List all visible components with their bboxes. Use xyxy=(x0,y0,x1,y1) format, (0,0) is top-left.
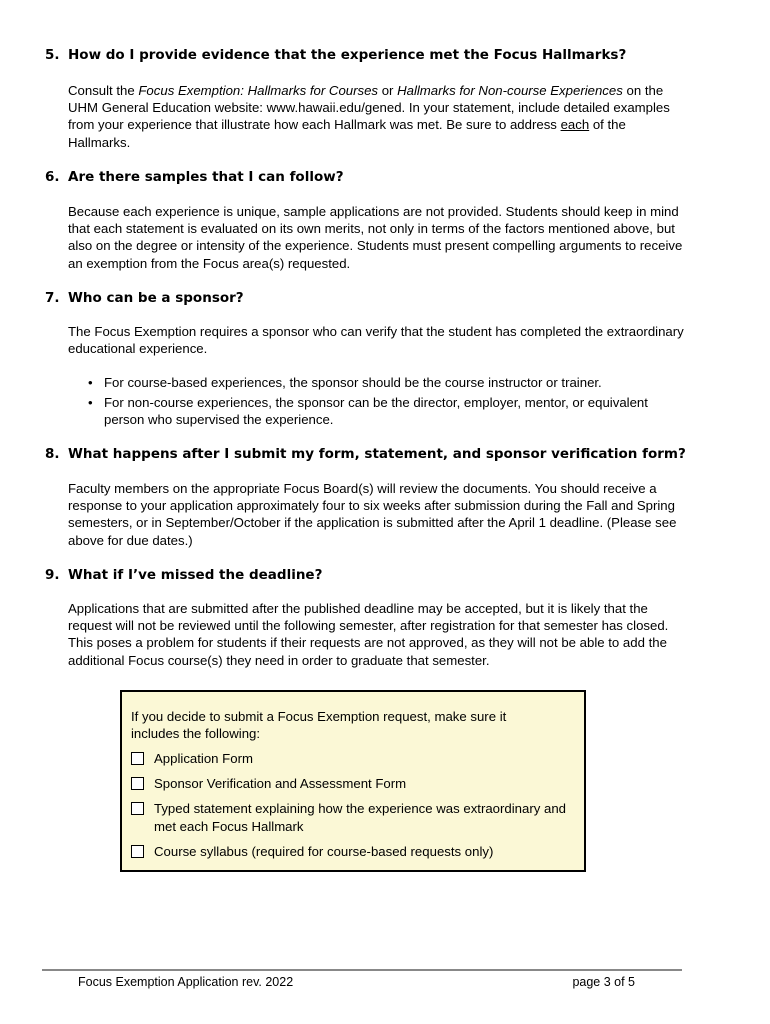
answer-text: Consult the xyxy=(68,83,139,98)
question-6-heading xyxy=(45,169,695,186)
answer-5 xyxy=(68,82,688,151)
answer-text: or xyxy=(378,83,398,98)
checklist-item-label: Application Form xyxy=(154,751,253,766)
question-number: 5. xyxy=(45,47,60,63)
list-item: • For course-based experiences, the sponsor should be the course instructor or trainer. xyxy=(68,374,688,391)
answer-text: on the UHM General Education website: www.hawaii.edu/gened. In your statement, include detailed examples from your experience that illustrate how each Hallmark was met. Be sure to address xyxy=(68,83,670,133)
checklist-item xyxy=(131,775,581,792)
answer-7: The Focus Exemption requires a sponsor who can verify that the student has completed the extraordinary educational experience. xyxy=(68,324,684,357)
checklist-item-label: Sponsor Verification and Assessment Form xyxy=(154,776,407,792)
footer-document-title: Focus Exemption Application rev. 2022 xyxy=(78,975,294,989)
question-9-heading xyxy=(45,567,695,584)
answer-6: Because each experience is unique, sample applications are not provided. Students should keep in mind that each statement is evaluated on its own merits, not only in terms of the factors mentioned above, but also on the degree or intensity of the experience. Students must present compelling arguments to receive an exemption from the Focus area(s) requested. xyxy=(68,204,683,271)
hallmarks-noncourse-title: Hallmarks for Non-course Experiences xyxy=(397,83,623,98)
checkbox[interactable] xyxy=(131,777,144,790)
emphasis-each: each xyxy=(560,117,590,133)
checkbox[interactable] xyxy=(131,752,144,765)
question-number: 7. xyxy=(45,290,60,306)
checklist-item-label: Typed statement explaining how the experience was extraordinary and met each Focus Hallmark xyxy=(154,801,566,834)
question-text: What happens after I submit my form, statement, and sponsor verification form? xyxy=(68,446,686,462)
checklist-intro: If you decide to submit a Focus Exemption request, make sure it includes the following: xyxy=(131,709,507,742)
question-text: Are there samples that I can follow? xyxy=(68,169,344,185)
checklist-item-label: Course syllabus (required for course-based requests only) xyxy=(154,843,494,859)
question-text: How do I provide evidence that the experience met the Focus Hallmarks? xyxy=(68,47,627,63)
list-item: • For non-course experiences, the sponsor can be the director, employer, mentor, or equivalent person who supervised the experience. xyxy=(68,394,688,428)
question-5-heading xyxy=(45,47,695,64)
hallmarks-courses-title: Focus Exemption: Hallmarks for Courses xyxy=(138,83,379,98)
question-number: 8. xyxy=(45,446,60,462)
checklist-item xyxy=(131,843,581,860)
question-number: 6. xyxy=(45,169,60,185)
footer-divider xyxy=(42,969,682,971)
question-text: Who can be a sponsor? xyxy=(68,290,244,306)
checkbox[interactable] xyxy=(131,802,144,815)
question-number: 9. xyxy=(45,567,60,583)
answer-8: Faculty members on the appropriate Focus Board(s) will review the documents. You should receive a response to your application approximately four to six weeks after submission during the Fall and Spring semesters, or in September/October if the application is submitted after the April 1 deadline. (Please see above for due dates.) xyxy=(68,481,677,548)
footer-page-number: page 3 of 5 xyxy=(572,975,635,989)
checkbox[interactable] xyxy=(131,845,144,858)
checklist-box xyxy=(120,690,586,872)
question-8-heading xyxy=(45,446,695,463)
question-text: What if I’ve missed the deadline? xyxy=(68,567,323,583)
checklist-item xyxy=(131,800,581,834)
checklist-items xyxy=(131,750,581,868)
sponsor-bullet-list xyxy=(68,374,688,432)
answer-text: of the Hallmarks. xyxy=(68,117,626,150)
checklist-item xyxy=(131,750,581,767)
answer-9: Applications that are submitted after the published deadline may be accepted, but it is likely that the request will not be reviewed until the following semester, after registration for that semester has closed. This poses a problem for students if their requests are not approved, as they will not be able to add the additional Focus course(s) they need in order to graduate that semester. xyxy=(68,601,669,668)
question-7-heading xyxy=(45,290,695,307)
